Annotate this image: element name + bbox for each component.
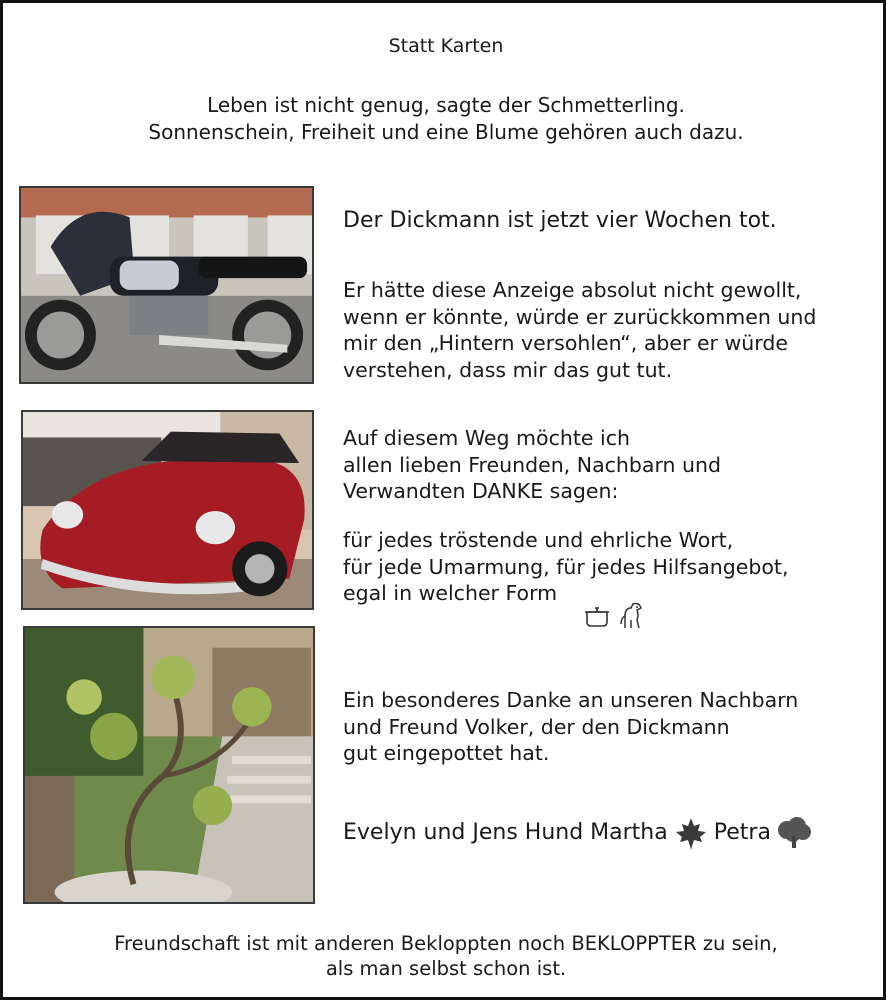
small-icons — [583, 598, 645, 630]
tree-icon — [775, 816, 813, 850]
intro-line: wenn er könnte, würde er zurückkommen und — [343, 304, 817, 329]
red-convertible-photo — [21, 410, 314, 610]
motorcycle-photo — [19, 186, 314, 384]
intro-line: mir den „Hintern versohlen“, aber er würde — [343, 331, 788, 355]
quote-line: Leben ist nicht genug, sagte der Schmetterling. — [207, 93, 685, 117]
thanks-list-line: für jede Umarmung, für jedes Hilfsangebot, — [343, 554, 789, 579]
signature-names: Evelyn und Jens Hund Martha — [343, 819, 668, 845]
headline: Der Dickmann ist jetzt vier Wochen tot. — [343, 208, 777, 233]
intro-paragraph — [343, 277, 816, 383]
friendship-quote — [3, 931, 886, 981]
thanks-paragraph — [343, 425, 721, 505]
signature-name-petra: Petra — [713, 819, 771, 845]
quote-line: Sonnenschein, Freiheit und eine Blume gehören auch dazu. — [148, 120, 744, 144]
dog-icon — [617, 598, 645, 630]
intro-line: Er hätte diese Anzeige absolut nicht gewollt, — [343, 278, 802, 302]
thanks-list-line: für jedes tröstende und ehrliche Wort, — [343, 528, 734, 552]
neighbor-line: gut eingepottet hat. — [343, 741, 550, 765]
quote-line: als man selbst schon ist. — [325, 957, 567, 980]
neighbor-line: und Freund Volker, der den Dickmann — [343, 714, 730, 739]
signature — [343, 816, 817, 850]
thanks-line: allen lieben Freunden, Nachbarn und — [343, 452, 722, 477]
thanks-list-line: egal in welcher Form — [343, 581, 558, 605]
garden-plant-photo — [23, 626, 315, 904]
neighbor-line: Ein besonderes Danke an unseren Nachbarn — [343, 688, 799, 712]
quote-line: Freundschaft ist mit anderen Bekloppten noch BEKLOPPTER zu sein, — [114, 932, 778, 955]
thanks-line: Auf diesem Weg möchte ich — [343, 426, 630, 450]
cooking-pot-icon — [583, 598, 611, 630]
maple-leaf-icon — [672, 816, 710, 850]
thanks-list — [343, 527, 789, 607]
notice-heading: Statt Karten — [388, 35, 504, 57]
thanks-line: Verwandten DANKE sagen: — [343, 479, 619, 503]
butterfly-quote — [3, 92, 886, 146]
neighbor-paragraph — [343, 687, 798, 767]
intro-line: verstehen, dass mir das gut tut. — [343, 357, 673, 382]
